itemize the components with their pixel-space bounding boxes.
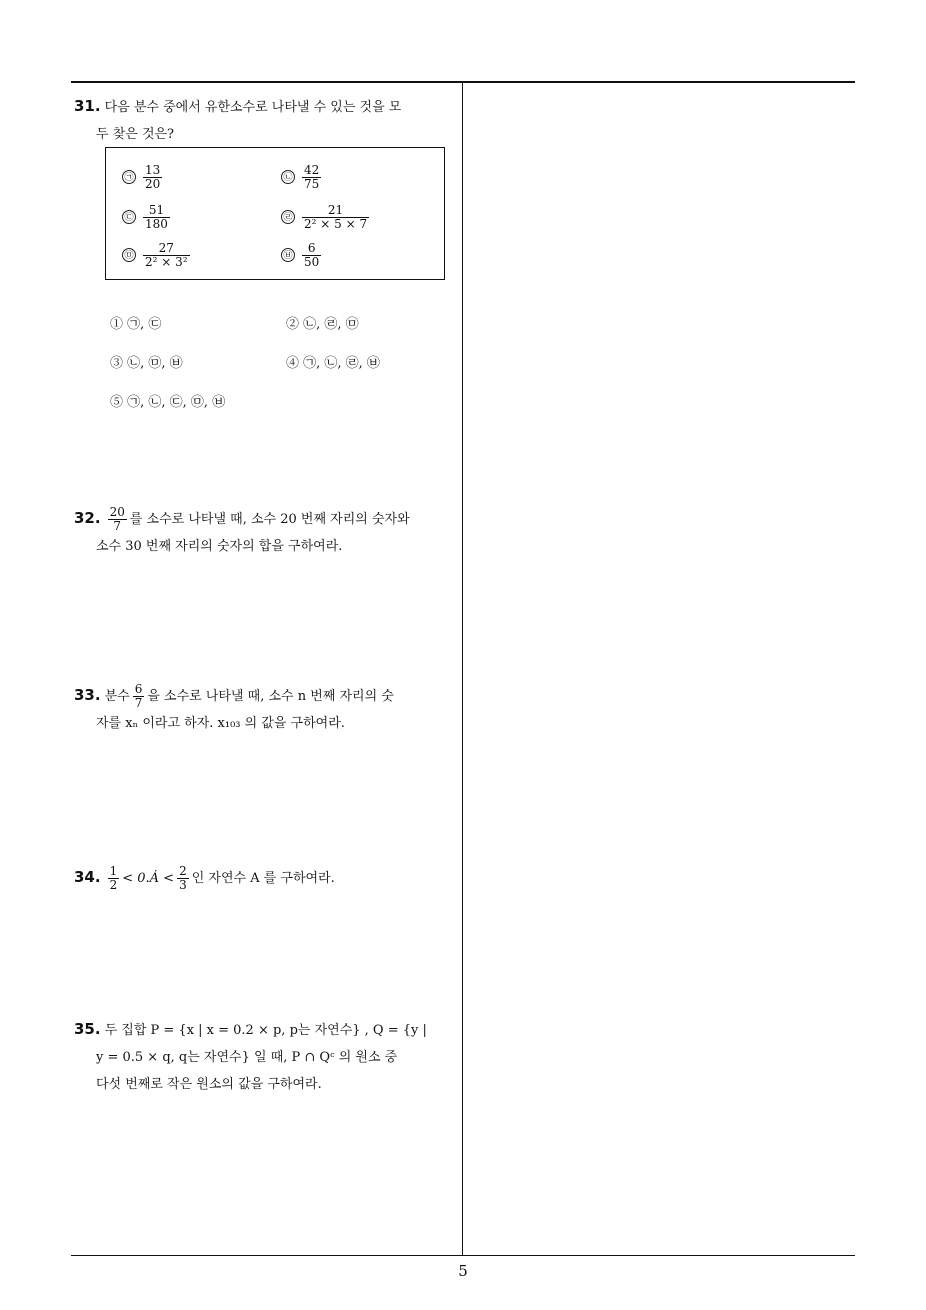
- option-mark: ㉥: [281, 248, 295, 262]
- option-mark: ㉣: [281, 210, 295, 224]
- question-text-cont: 다섯 번째로 작은 원소의 값을 구하여라.: [96, 1077, 322, 1092]
- question-text-cont: 자를 xₙ 이라고 하자. x₁₀₃ 의 값을 구하여라.: [96, 716, 345, 731]
- answer-choice-4[interactable]: ④ ㉠, ㉡, ㉣, ㉥: [286, 356, 380, 371]
- top-rule: [71, 81, 855, 83]
- fraction: $\frac{1}{2}$: [109, 864, 118, 892]
- option-item: [122, 164, 165, 190]
- fraction: $\frac{13}{20}$: [145, 163, 161, 191]
- fraction: $\frac{20}{7}$: [109, 505, 125, 533]
- question-text: 다음 분수 중에서 유한소수로 나타낼 수 있는 것을 모: [104, 100, 402, 115]
- fraction: $\frac{21}{\text{2² × 5 × 7}}$: [304, 203, 368, 231]
- fraction: $\frac{6}{7}$: [134, 682, 143, 710]
- question-text: 분수: [104, 689, 130, 704]
- answer-choice-3[interactable]: ③ ㉡, ㉤, ㉥: [110, 356, 183, 371]
- bottom-rule: [71, 1255, 855, 1256]
- question-text-cont: 두 찾은 것은?: [96, 127, 175, 142]
- question-text: 인 자연수 A 를 구하여라.: [191, 871, 335, 886]
- problem-number: 35.: [74, 1020, 101, 1038]
- page-number: 5: [458, 1262, 468, 1280]
- problem-32: [74, 505, 459, 560]
- problem-number: 33.: [74, 686, 101, 704]
- question-text: 를 소수로 나타낼 때, 소수 20 번째 자리의 숫자와: [129, 512, 410, 527]
- option-mark: ㉢: [122, 210, 136, 224]
- option-mark: ㉡: [281, 170, 295, 184]
- problem-number: 34.: [74, 868, 101, 886]
- problem-31: [74, 93, 459, 148]
- option-item: [122, 204, 173, 230]
- option-item: [281, 164, 324, 190]
- fraction: $\frac{27}{\text{2² × 3²}}$: [145, 241, 188, 269]
- problem-number: 31.: [74, 97, 101, 115]
- question-text: 을 소수로 나타낼 때, 소수 n 번째 자리의 숫: [147, 689, 394, 704]
- problem-number: 32.: [74, 509, 101, 527]
- option-mark: ㉠: [122, 170, 136, 184]
- fraction-options-box: [105, 147, 445, 280]
- fraction: $\frac{42}{75}$: [304, 163, 320, 191]
- option-item: [281, 242, 324, 268]
- answer-choice-5[interactable]: ⑤ ㉠, ㉡, ㉢, ㉤, ㉥: [110, 395, 226, 410]
- question-text-cont: y = 0.5 × q, q는 자연수} 일 때, P ∩ Qᶜ 의 원소 중: [96, 1050, 398, 1065]
- column-divider: [462, 82, 463, 1255]
- fraction: $\frac{6}{50}$: [304, 241, 320, 269]
- fraction: $\frac{2}{3}$: [179, 864, 187, 892]
- problem-35: [74, 1016, 459, 1098]
- inequality: < 0.Ȧ <: [122, 871, 175, 886]
- option-item: [281, 204, 372, 230]
- option-item: [122, 242, 193, 268]
- option-mark: ㉤: [122, 248, 136, 262]
- problem-34: [74, 864, 459, 892]
- fraction: $\frac{51}{180}$: [145, 203, 168, 231]
- question-text-cont: 소수 30 번째 자리의 숫자의 합을 구하여라.: [96, 539, 343, 554]
- problem-33: [74, 682, 459, 737]
- answer-choice-1[interactable]: ① ㉠, ㉢: [110, 317, 162, 332]
- question-text: 두 집합 P = {x | x = 0.2 × p, p는 자연수} , Q = {y |: [104, 1023, 427, 1038]
- answer-choice-2[interactable]: ② ㉡, ㉣, ㉤: [286, 317, 359, 332]
